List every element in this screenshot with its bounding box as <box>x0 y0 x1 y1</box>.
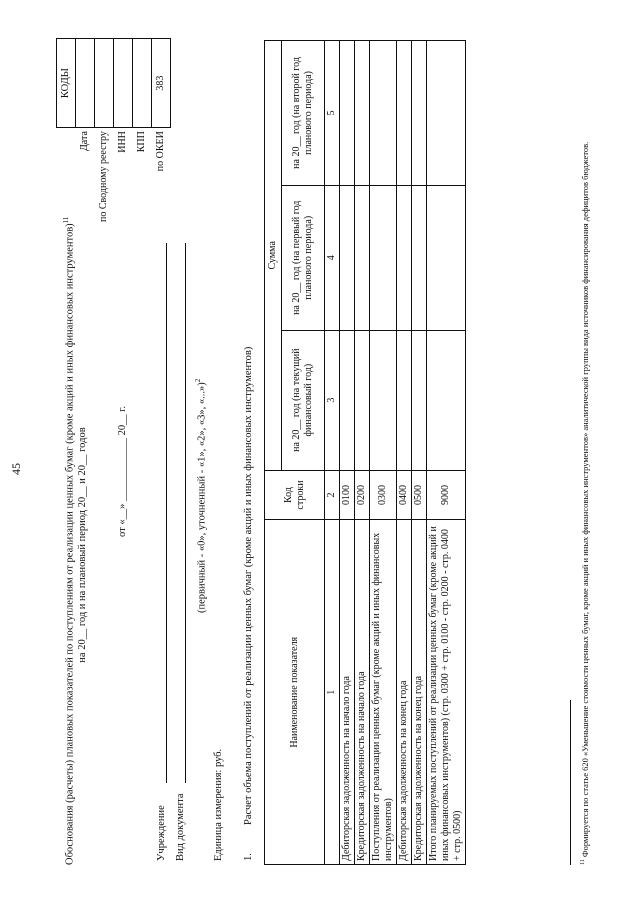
row-value <box>355 330 370 470</box>
col-year1-header: на 20__ год (на текущий финансовый год) <box>282 330 325 470</box>
row-value <box>340 185 355 330</box>
codes-row-okei <box>152 39 171 225</box>
row-value <box>412 41 427 186</box>
codes-value <box>76 39 95 128</box>
footnote-separator <box>570 700 571 865</box>
codes-label: КПП <box>136 131 147 153</box>
footnote-text: Формируется по статье 620 «Уменьшение стоимости ценных бумаг, кроме акций и иных финансовых инструментов» аналитической группы вида источников финансирования дефицитов бюджетов. <box>579 141 590 858</box>
form-title-line1: Обоснования (расчеты) плановых показателей по поступлениям от реализации ценных бумаг (кроме акций и иных финансовых инструментов) <box>64 223 76 865</box>
codes-row-date <box>76 39 95 225</box>
form-title <box>60 216 77 865</box>
row-value <box>397 185 412 330</box>
codes-value <box>133 39 152 128</box>
form-period-line: на 20__ год и на плановый период 20__ и 20__ годов <box>77 427 88 663</box>
table-header-row <box>265 41 282 865</box>
page-number: 45 <box>9 463 23 475</box>
row-code: 0300 <box>370 470 397 520</box>
col-year3-header: на 20__ год (на второй год планового периода) <box>282 41 325 186</box>
doc-type-hint-ref: 2 <box>194 378 202 383</box>
row-value <box>427 185 466 330</box>
calculation-table <box>264 40 466 865</box>
row-value <box>370 330 397 470</box>
unit-label: Единица измерения: руб. <box>213 748 224 861</box>
row-code: 0500 <box>412 470 427 520</box>
col-number: 2 <box>325 470 340 520</box>
row-value <box>427 330 466 470</box>
codes-label: Дата <box>79 131 90 152</box>
row-value <box>397 41 412 186</box>
row-name: Кредиторская задолженность на конец года <box>412 520 427 865</box>
col-number: 5 <box>325 41 340 186</box>
doc-type-hint <box>192 379 209 613</box>
codes-label: по Сводному реестру <box>98 131 109 222</box>
row-code: 0200 <box>355 470 370 520</box>
col-name-header: Наименование показателя <box>265 520 325 865</box>
codes-value-okei: 383 <box>152 39 171 128</box>
row-code: 0400 <box>397 470 412 520</box>
footnote-ref: 11 <box>580 859 586 865</box>
col-number: 1 <box>325 520 340 865</box>
codes-value <box>114 39 133 128</box>
codes-table <box>56 38 171 225</box>
doc-type-label: Вид документа <box>175 793 186 861</box>
footnote <box>578 45 590 865</box>
row-name: Дебиторская задолженность на конец года <box>397 520 412 865</box>
row-name: Кредиторская задолженность на начало года <box>355 520 370 865</box>
codes-row-inn <box>114 39 133 225</box>
form-date-line: от «__» ____________ 20__ г. <box>117 406 128 537</box>
row-value <box>355 41 370 186</box>
row-value <box>427 41 466 186</box>
codes-header: КОДЫ <box>57 39 76 128</box>
row-name: Дебиторская задолженность на начало года <box>340 520 355 865</box>
institution-line <box>166 243 167 783</box>
codes-row-kpp <box>133 39 152 225</box>
col-year2-header: на 20__ год (на первый год планового периода) <box>282 185 325 330</box>
codes-value <box>95 39 114 128</box>
row-value <box>340 41 355 186</box>
col-number: 4 <box>325 185 340 330</box>
codes-label: ИНН <box>117 131 128 153</box>
table-row-total <box>427 41 466 865</box>
title-footnote-ref: 11 <box>62 216 70 224</box>
row-name: Поступления от реализации ценных бумаг (кроме акций и иных финансовых инструментов) <box>370 520 397 865</box>
row-value <box>370 185 397 330</box>
col-sum-header: Сумма <box>265 41 282 471</box>
table-row <box>370 41 397 865</box>
row-value <box>355 185 370 330</box>
doc-type-hint-text: (первичный - «0», уточненный - «1», «2», «3», «...») <box>196 382 208 613</box>
codes-row-registry <box>95 39 114 225</box>
codes-label: по ОКЕИ <box>155 131 166 172</box>
col-code-header: Код строки <box>265 470 325 520</box>
section-title: Расчет объема поступлений от реализации ценных бумаг (кроме акций и иных финансовых инструментов) <box>243 346 254 825</box>
doc-type-line <box>185 243 186 783</box>
row-value <box>412 330 427 470</box>
table-row <box>397 41 412 865</box>
row-value <box>370 41 397 186</box>
row-value <box>412 185 427 330</box>
row-name: Итого планируемых поступлений от реализации ценных бумаг (кроме акций и иных финансовых инструментов) (стр. 0300 + стр. 0100 - стр. 0200 - стр. 0400 + стр. 0500) <box>427 520 466 865</box>
row-value <box>340 330 355 470</box>
col-number: 3 <box>325 330 340 470</box>
institution-label: Учреждение <box>156 805 167 861</box>
row-value <box>397 330 412 470</box>
section-number: 1. <box>243 853 254 861</box>
table-row <box>412 41 427 865</box>
row-code: 0100 <box>340 470 355 520</box>
table-number-row <box>325 41 340 865</box>
table-row <box>355 41 370 865</box>
row-code: 9000 <box>427 470 466 520</box>
table-row <box>340 41 355 865</box>
